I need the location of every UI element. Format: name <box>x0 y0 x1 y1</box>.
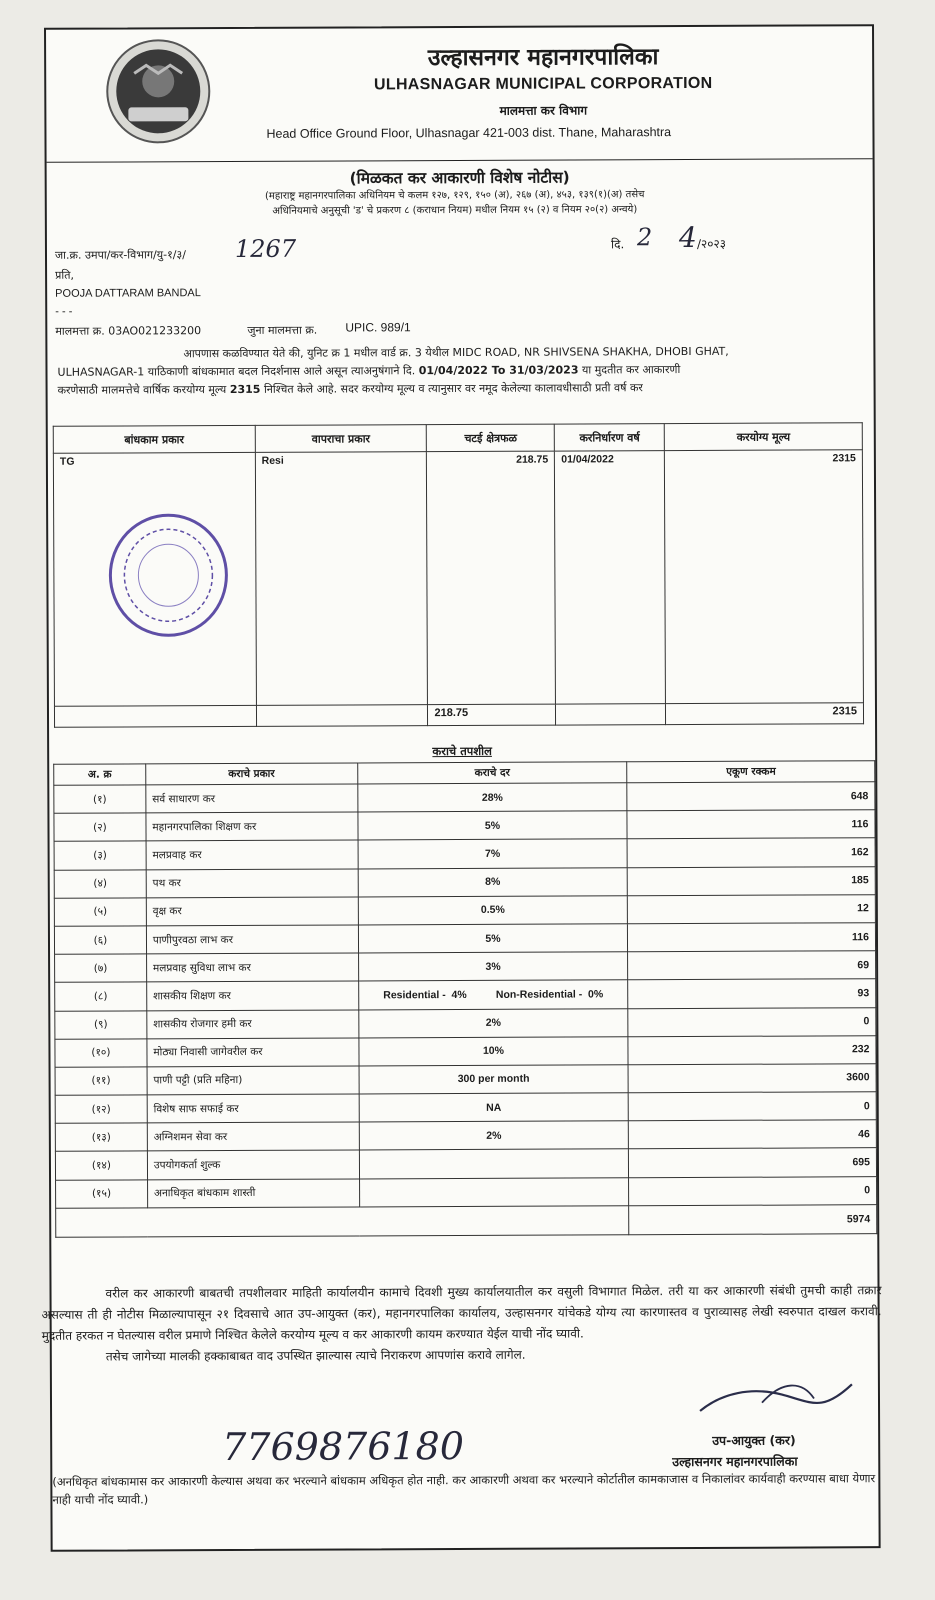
tax-name: पाणी पट्टी (प्रति महिना) <box>147 1066 359 1095</box>
subtitle-line-1: (महाराष्ट्र महानगरपालिका अधिनियम चे कलम १२७, १२९, १५० (अ), २६७ (अ), ४५३, १३९(१)(अ) तसेच <box>264 189 645 202</box>
tax-row <box>55 951 876 983</box>
date-day: 2 <box>636 223 653 252</box>
outward-no-value: 1267 <box>234 234 297 263</box>
tax-amount: 162 <box>628 838 876 867</box>
tax-rate <box>359 1177 629 1206</box>
tax-amount: 3600 <box>628 1064 876 1093</box>
col-carpet-area: चटई क्षेत्रफळ <box>427 424 555 452</box>
tax-serial: (४) <box>54 869 146 898</box>
usage-type: Resi <box>255 452 428 706</box>
tax-serial: (१) <box>54 785 146 814</box>
tax-row <box>54 923 875 955</box>
tax-serial: (९) <box>55 1010 147 1039</box>
tax-row <box>55 1148 876 1180</box>
tax-row <box>54 810 875 842</box>
tax-serial: (५) <box>54 898 146 927</box>
construction-type: TG <box>53 452 256 706</box>
tax-row <box>55 1035 876 1067</box>
tax-row <box>55 1092 876 1124</box>
para-line-2-a: ULHASNAGAR-1 याठिकाणी बांधकामात बदल निदर्शनास आले असून त्याअनुषंगाने दि. <box>57 364 419 379</box>
col-rateable-value: करयोग्य मूल्य <box>664 423 862 451</box>
para-line-2-b: या मुदतीत कर आकारणी <box>578 363 681 377</box>
tax-name: उपयोगकर्ता शुल्क <box>147 1150 359 1179</box>
tax-table <box>53 760 877 1237</box>
total-blank-3 <box>556 704 666 725</box>
tax-amount: 0 <box>628 1007 876 1036</box>
tax-serial: (१५) <box>56 1179 148 1208</box>
tax-amount: 648 <box>627 782 875 811</box>
org-name-marathi: उल्हासनगर महानगरपालिका <box>427 44 659 72</box>
footer-paragraph <box>41 1280 881 1368</box>
tax-rate: 5% <box>358 924 628 953</box>
tax-row <box>55 1007 876 1039</box>
assessment-paragraph <box>57 342 837 399</box>
tax-rate: 28% <box>357 783 627 812</box>
tax-row <box>54 838 875 870</box>
date-prefix: दि. <box>610 237 625 252</box>
total-blank-1 <box>54 705 256 727</box>
assessment-year: 01/04/2022 <box>555 451 666 704</box>
para-line-3 <box>58 378 838 399</box>
tax-row <box>55 1064 876 1096</box>
tax-rate: 10% <box>358 1036 628 1065</box>
letterhead <box>46 26 873 163</box>
tax-amount: 93 <box>628 979 876 1008</box>
dashes: - - - <box>55 305 73 318</box>
recipient-name: POOJA DATTARAM BANDAL <box>55 287 201 300</box>
para-line-3-b: निश्चित केले आहे. सदर करयोग्य मूल्य व त्यानुसार वर नमूद केलेल्या कालावधीसाठी प्रती वर्ष कर <box>260 381 643 396</box>
tax-name: पाणीपुरवठा लाभ कर <box>146 925 358 954</box>
tax-rate: 7% <box>358 839 628 868</box>
footer-para-2: तसेच जागेच्या मालकी हक्काबाबत वाद उपस्थित झाल्यास त्याचे निराकरण आपणांस करावे लागेल. <box>105 1347 526 1364</box>
tax-total-amount: 5974 <box>629 1205 877 1235</box>
carpet-area: 218.75 <box>427 451 556 705</box>
tax-amount: 69 <box>628 951 876 980</box>
tax-name: अनाधिकृत बांधकाम शास्ती <box>147 1179 359 1208</box>
to-label: प्रति, <box>55 268 74 282</box>
tax-amount: 232 <box>628 1035 876 1064</box>
rateable-value-cell: 2315 <box>665 450 864 704</box>
tax-serial: (१०) <box>55 1039 147 1068</box>
tax-amount: 0 <box>629 1176 877 1205</box>
corporation-emblem-icon <box>104 37 212 145</box>
total-blank-2 <box>256 705 428 727</box>
tax-name: पथ कर <box>146 869 358 898</box>
tax-row <box>55 1120 876 1152</box>
property-table-header <box>53 423 862 454</box>
date-month: 4 <box>678 220 697 255</box>
outward-no-label: जा.क्र. उमपा/कर-विभाग/यु-१/३/ <box>54 248 186 262</box>
tax-serial: (१२) <box>55 1095 147 1124</box>
tax-row <box>54 866 875 898</box>
tax-row <box>54 894 875 926</box>
corporation-name: उल्हासनगर महानगरपालिका <box>672 1453 798 1470</box>
col-total-amount: एकूण रक्कम <box>627 761 875 783</box>
tax-serial: (३) <box>54 841 146 870</box>
tax-serial: (७) <box>55 954 147 983</box>
para-line-1: आपणास कळविण्यात येते की, युनिट क्र 1 मधील वार्ड क्र. 3 येथील MIDC ROAD, NR SHIVSENA SHAKHA, DHOBI GHAT, <box>183 344 729 361</box>
tax-amount: 116 <box>627 810 875 839</box>
date-year: /२०२३ <box>696 236 726 251</box>
col-construction-type: बांधकाम प्रकार <box>53 425 255 453</box>
tax-name: विशेष साफ सफाई कर <box>147 1094 359 1123</box>
org-name-english: ULHASNAGAR MUNICIPAL CORPORATION <box>373 74 713 94</box>
tax-rate <box>359 1149 629 1178</box>
tax-name: मलप्रवाह सुविधा लाभ कर <box>146 953 358 982</box>
tax-rate: NA <box>359 1093 629 1122</box>
tax-serial: (२) <box>54 813 146 842</box>
footer-para-1: वरील कर आकारणी बाबतची तपशीलवार माहिती कार्यालयीन कामाचे दिवशी मुख्य कार्यालयातील कर वसुली विभागात मिळेल. तरी या कर आकारणी संबंधी तुमची काही तक्रार असल्यास ती ही नोटीस मिळाल्यापासून २१ दिवसाचे आत उप-आयुक्त (कर), महानगरपालिका कार्यालय, उल्हासनगर यांचेकडे योग्य त्या कारणास्तव व पुराव्यासह लेखी स्वरुपात दाखल करावी. मुदतीत हरकत न घेतल्यास वरील प्रमाणे निश्चित केलेले करयोग्य मूल्य व कर आकारणी कायम करण्यात येईल याची नोंद घ्यावी. <box>41 1283 882 1343</box>
col-assessment-year: करनिर्धारण वर्ष <box>555 424 665 451</box>
notice-title: (मिळकत कर आकारणी विशेष नोटीस) <box>349 168 570 188</box>
total-rateable-value: 2315 <box>666 703 864 725</box>
tax-serial: (१३) <box>55 1123 147 1152</box>
tax-name: शासकीय शिक्षण कर <box>147 981 359 1010</box>
tax-amount: 185 <box>628 866 876 895</box>
col-tax-type: कराचे प्रकार <box>146 763 358 785</box>
tax-rows <box>54 782 877 1208</box>
tax-amount: 0 <box>629 1092 877 1121</box>
signature-icon <box>692 1372 862 1425</box>
total-area: 218.75 <box>428 704 556 726</box>
tax-total-row <box>56 1205 877 1238</box>
tax-name: मोठ्या निवासी जागेवरील कर <box>147 1038 359 1067</box>
assessment-period: 01/04/2022 To 31/03/2023 <box>418 363 579 378</box>
tax-name: शासकीय रोजगार हमी कर <box>147 1009 359 1038</box>
tax-rate: 3% <box>358 952 628 981</box>
tax-rate: 2% <box>359 1121 629 1150</box>
upic-no: UPIC. 989/1 <box>345 320 411 335</box>
col-serial: अ. क्र <box>54 764 146 785</box>
tax-rate: 300 per month <box>359 1065 629 1094</box>
subtitle-line-2: अधिनियमाचे अनुसूची 'ड' चे प्रकरण ८ (कराधान नियम) मधील नियम १५ (२) व नियम २०(२) अन्वये) <box>272 204 638 217</box>
tax-row <box>56 1176 877 1208</box>
tax-details-title: कराचे तपशील <box>432 743 492 759</box>
tax-rate: Residential - 4% Non-Residential - 0% <box>358 980 628 1009</box>
official-stamp-icon <box>106 513 231 638</box>
tax-serial: (८) <box>55 982 147 1011</box>
tax-serial: (६) <box>54 926 146 955</box>
footer-note: (अनधिकृत बांधकामास कर आकारणी केल्यास अथवा कर भरल्याने बांधकाम अधिकृत होत नाही. कर आकारणी अथवा कर भरल्याने कोर्टातील कामकाजास व निकालांवर कार्यवाही करण्यास बाधा येणार नाही याची नोंद घ्यावी.) <box>52 1471 876 1507</box>
tax-rate: 8% <box>358 867 628 896</box>
tax-serial: (११) <box>55 1067 147 1096</box>
tax-name: सर्व साधारण कर <box>146 784 358 813</box>
col-usage-type: वापराचा प्रकार <box>255 425 427 453</box>
office-address: Head Office Ground Floor, Ulhasnagar 421-003 dist. Thane, Maharashtra <box>266 125 672 141</box>
tax-amount: 116 <box>628 923 876 952</box>
tax-row <box>54 782 875 814</box>
tax-rate: 5% <box>357 811 627 840</box>
tax-name: अग्निशमन सेवा कर <box>147 1122 359 1151</box>
notice-page <box>41 24 882 1552</box>
col-tax-rate: कराचे दर <box>357 762 627 784</box>
tax-serial: (१४) <box>55 1151 147 1180</box>
para-line-3-a: करणेसाठी मालमत्तेचे वार्षिक करयोग्य मूल्य <box>57 383 230 397</box>
tax-total-blank <box>56 1206 630 1238</box>
department: मालमत्ता कर विभाग <box>499 103 588 118</box>
tax-name: वृक्ष कर <box>146 897 358 926</box>
designation: उप-आयुक्त (कर) <box>712 1432 796 1448</box>
tax-name: महानगरपालिका शिक्षण कर <box>146 812 358 841</box>
property-total-row <box>54 703 863 728</box>
handwritten-phone: 7769876180 <box>222 1423 465 1470</box>
tax-name: मलप्रवाह कर <box>146 840 358 869</box>
tax-amount: 695 <box>629 1148 877 1177</box>
property-no: मालमत्ता क्र. 03AO021233200 <box>55 324 202 338</box>
tax-amount: 12 <box>628 894 876 923</box>
notice-subtitle <box>195 187 715 219</box>
rateable-value: 2315 <box>229 382 261 397</box>
old-property-no-label: जुना मालमत्ता क्र. <box>247 323 318 337</box>
tax-amount: 46 <box>629 1120 877 1149</box>
tax-row <box>55 979 876 1011</box>
tax-rate: 2% <box>358 1008 628 1037</box>
tax-rate: 0.5% <box>358 896 628 925</box>
